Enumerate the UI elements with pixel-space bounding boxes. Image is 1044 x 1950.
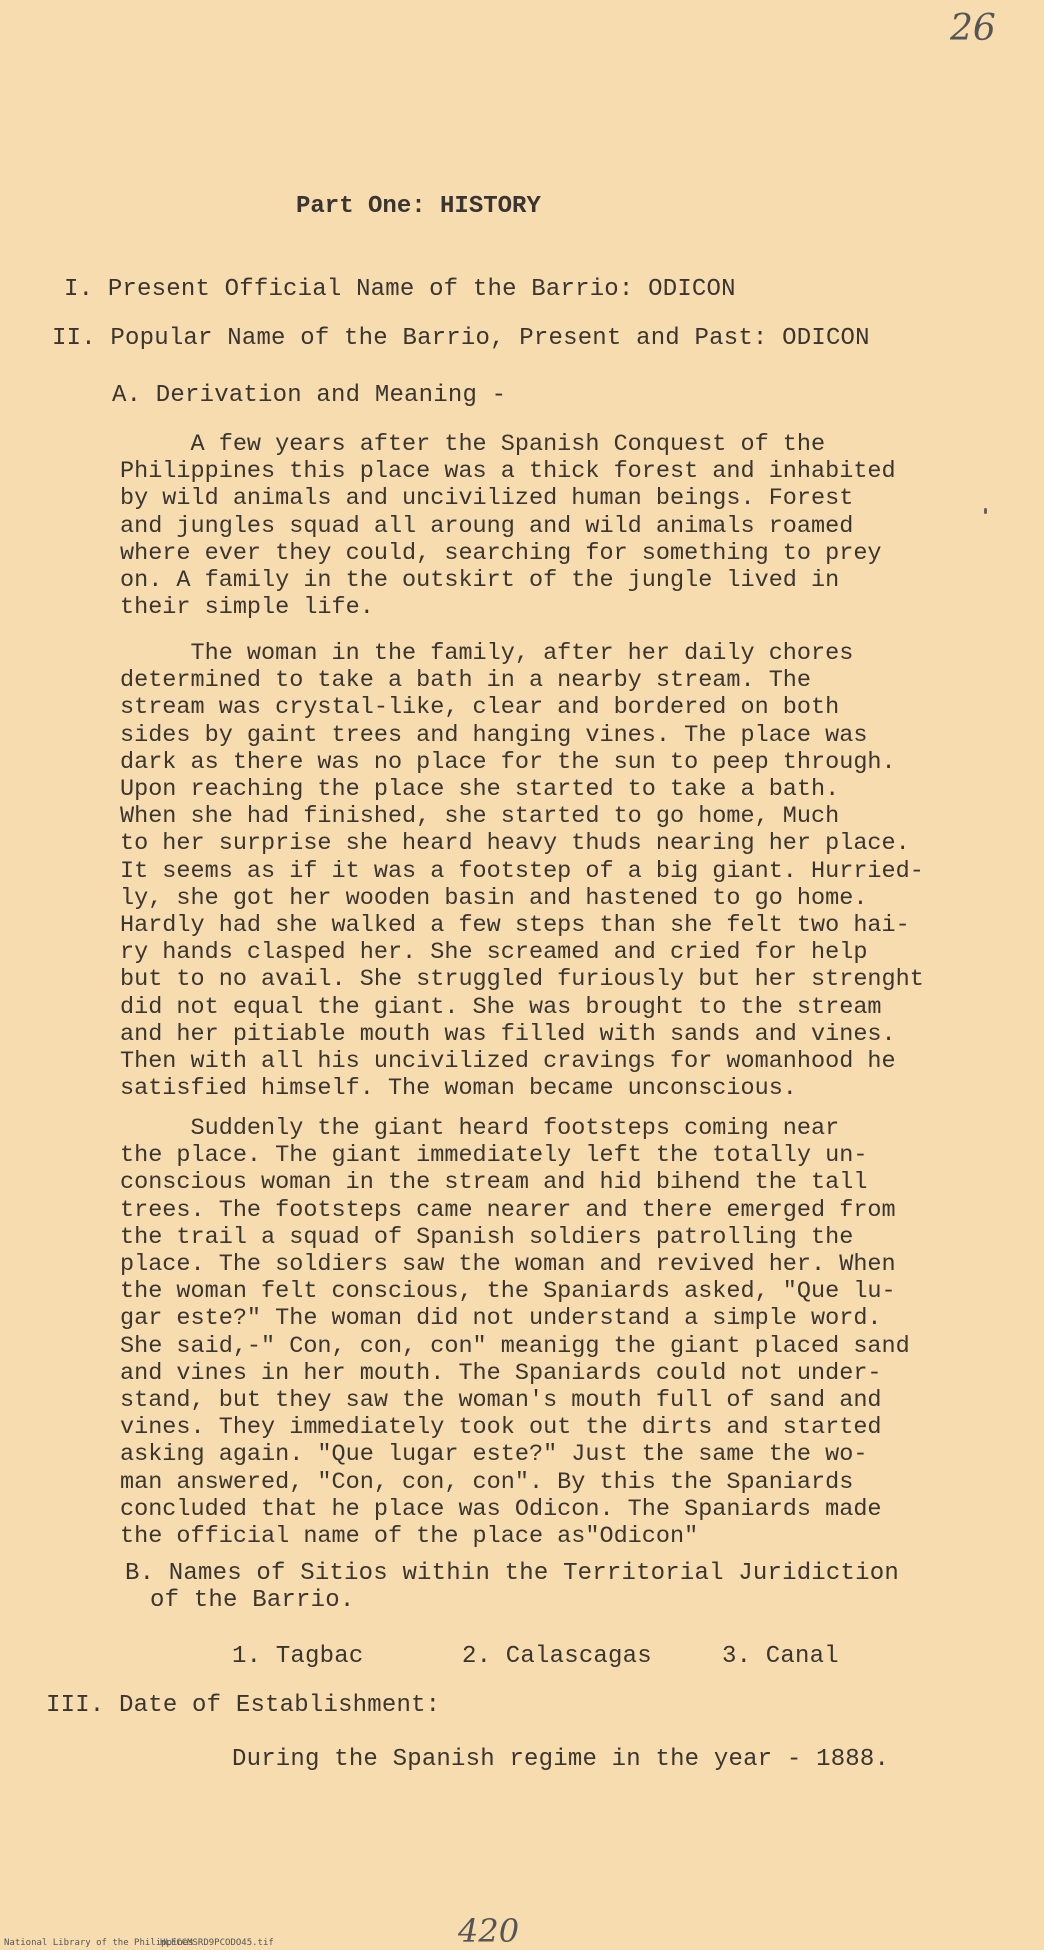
paragraph-2-line: to her surprise she heard heavy thuds nearing her place. xyxy=(120,830,910,858)
sitio-item: 3. Canal xyxy=(722,1643,839,1670)
paragraph-3-line: concluded that he place was Odicon. The Spaniards made xyxy=(120,1495,882,1523)
paragraph-1-line: where ever they could, searching for something to prey xyxy=(120,539,882,567)
paragraph-2-line: but to no avail. She struggled furiously but her strenght xyxy=(120,966,924,994)
paragraph-3-line: gar este?" The woman did not understand a simple word. xyxy=(120,1305,882,1333)
paragraph-2-line: Hardly had she walked a few steps than she felt two hai- xyxy=(120,912,910,940)
paragraph-2-line: sides by gaint trees and hanging vines. The place was xyxy=(120,721,868,749)
section-ii-text: Popular Name of the Barrio, Present and Past: xyxy=(110,325,768,352)
paragraph-2-line: The woman in the family, after her daily chores xyxy=(120,640,854,667)
paragraph-3-line: trees. The footsteps came nearer and there emerged from xyxy=(120,1196,896,1224)
paragraph-2 xyxy=(120,640,1000,1102)
section-i-value: ODICON xyxy=(648,276,736,303)
section-i-line xyxy=(64,276,736,303)
paragraph-3-line: the official name of the place as"Odicon" xyxy=(120,1523,699,1551)
section-iii-numeral: III. xyxy=(46,1692,105,1719)
section-ii-line xyxy=(52,325,870,352)
paragraph-1-line: their simple life. xyxy=(120,594,374,622)
paragraph-2-line: It seems as if it was a footstep of a big giant. Hurried- xyxy=(120,857,924,885)
section-ii-value: ODICON xyxy=(782,325,870,352)
paragraph-1 xyxy=(120,431,1000,621)
footer-file-id: HLFCCMSRD9PCODO45.tif xyxy=(160,1938,274,1948)
paragraph-3-line: asking again. "Que lugar este?" Just the same the wo- xyxy=(120,1441,868,1469)
paragraph-3-line: vines. They immediately took out the dirts and started xyxy=(120,1414,882,1442)
section-ii-numeral: II. xyxy=(52,325,96,352)
paragraph-1-line: by wild animals and uncivilized human beings. Forest xyxy=(120,485,854,513)
handwritten-bottom-number: 420 xyxy=(458,1912,520,1950)
paragraph-2-line: When she had finished, she started to go home, Much xyxy=(120,803,840,831)
section-i-text: Present Official Name of the Barrio: xyxy=(107,276,634,303)
paragraph-2-line: ly, she got her wooden basin and hastened to go home. xyxy=(120,884,868,912)
paragraph-3-line: the trail a squad of Spanish soldiers patrolling the xyxy=(120,1223,854,1251)
section-iii-line xyxy=(46,1692,440,1719)
paragraph-3-line: the place. The giant immediately left the totally un- xyxy=(120,1142,868,1170)
paragraph-3-line: stand, but they saw the woman's mouth full of sand and xyxy=(120,1387,882,1415)
footer-library-credit: National Library of the Philippines xyxy=(4,1938,194,1948)
paragraph-1-line: Philippines this place was a thick forest and inhabited xyxy=(120,458,896,486)
subsection-a-heading: A. Derivation and Meaning - xyxy=(112,382,507,409)
section-iii-text: Date of Establishment: xyxy=(119,1692,441,1719)
paragraph-2-line: dark as there was no place for the sun to peep through. xyxy=(120,748,896,776)
paragraph-1-line: on. A family in the outskirt of the jungle lived in xyxy=(120,567,840,595)
section-i-numeral: I. xyxy=(64,276,94,303)
paragraph-2-line: satisfied himself. The woman became unconscious. xyxy=(120,1075,797,1103)
paragraph-2-line: did not equal the giant. She was brought to the stream xyxy=(120,993,882,1021)
sitio-item: 1. Tagbac xyxy=(232,1643,364,1670)
paragraph-1-line: and jungles squad all aroung and wild animals roamed xyxy=(120,512,854,540)
subsection-b-heading-line1: B. Names of Sitios within the Territorial Juridiction xyxy=(125,1560,899,1587)
sitio-item: 2. Calascagas xyxy=(462,1643,652,1670)
paragraph-2-line: stream was crystal-like, clear and bordered on both xyxy=(120,694,840,722)
paragraph-2-line: and her pitiable mouth was filled with sands and vines. xyxy=(120,1020,896,1048)
paragraph-3-line: and vines in her mouth. The Spaniards could not under- xyxy=(120,1359,882,1387)
paragraph-3 xyxy=(120,1115,1000,1550)
paragraph-2-line: Upon reaching the place she started to take a bath. xyxy=(120,776,840,804)
paragraph-3-line: place. The soldiers saw the woman and revived her. When xyxy=(120,1251,896,1279)
paragraph-3-line: She said,-" Con, con, con" meanigg the giant placed sand xyxy=(120,1332,910,1360)
subsection-b-heading-line2: of the Barrio. xyxy=(150,1587,355,1614)
paragraph-2-line: Then with all his uncivilized cravings for womanhood he xyxy=(120,1048,896,1076)
paragraph-2-line: determined to take a bath in a nearby stream. The xyxy=(120,667,812,695)
paragraph-3-line: the woman felt conscious, the Spaniards asked, "Que lu- xyxy=(120,1278,896,1306)
paragraph-3-line: conscious woman in the stream and hid bihend the tall xyxy=(120,1169,868,1197)
paragraph-3-line: man answered, "Con, con, con". By this the Spaniards xyxy=(120,1468,854,1496)
paragraph-3-line: Suddenly the giant heard footsteps coming near xyxy=(120,1115,840,1142)
page-title: Part One: HISTORY xyxy=(296,193,541,220)
handwritten-page-number: 26 xyxy=(950,8,996,49)
establishment-date-text: During the Spanish regime in the year - 1888. xyxy=(232,1746,890,1773)
paragraph-2-line: ry hands clasped her. She screamed and cried for help xyxy=(120,939,868,967)
paragraph-1-line: A few years after the Spanish Conquest of the xyxy=(120,431,826,458)
